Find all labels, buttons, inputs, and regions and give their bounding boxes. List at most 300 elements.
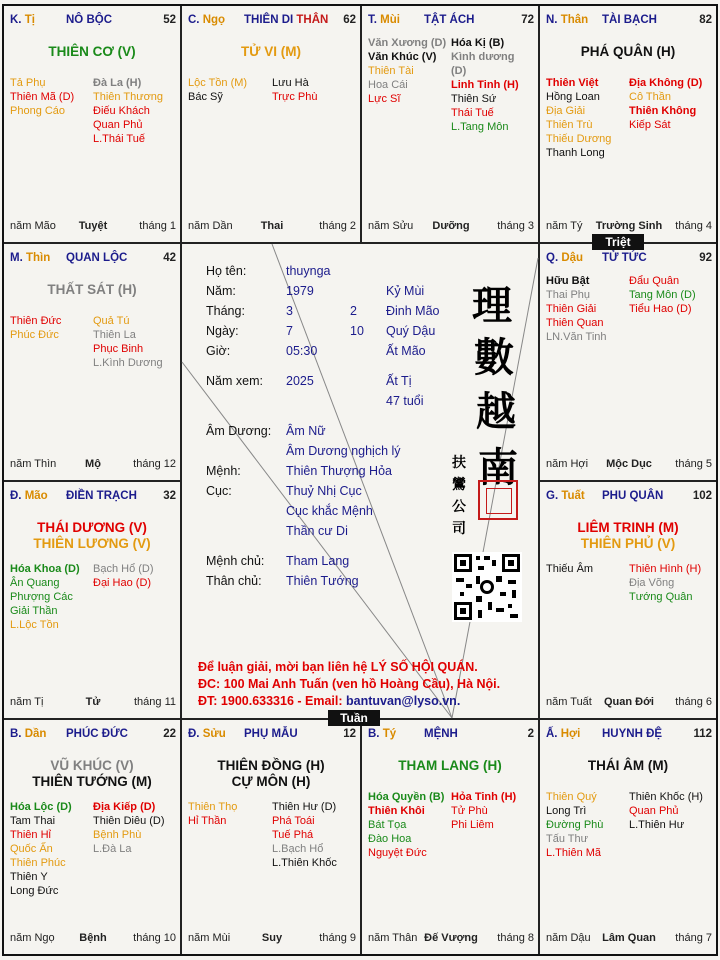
minor-star-col-right — [629, 562, 709, 604]
minor-star: Quả Tú — [93, 315, 130, 327]
palace-cell[interactable] — [182, 6, 360, 242]
minor-star: Phi Liêm — [451, 819, 494, 831]
heavenly-stem: C. — [188, 14, 200, 26]
life-phase: Lâm Quan — [602, 932, 656, 944]
palace-year: năm Tị — [10, 696, 44, 708]
palace-month: tháng 8 — [497, 932, 534, 944]
minor-star: Văn Khúc (V) — [368, 51, 437, 63]
main-star: VŨ KHÚC (V) — [50, 758, 134, 773]
minor-star: Tang Môn (D) — [629, 289, 696, 301]
value-can: Ất Mão — [386, 344, 426, 358]
minor-star: Nguyệt Đức — [368, 847, 427, 859]
main-star: THIÊN TƯỚNG (M) — [32, 774, 152, 789]
minor-star: Phá Toái — [272, 815, 315, 827]
palace-footer — [188, 932, 356, 946]
minor-star-col-left — [546, 274, 626, 344]
heavenly-stem: Đ. — [188, 728, 200, 740]
tuan-badge: Tuần — [328, 710, 380, 726]
earthly-branch: Tý — [382, 728, 397, 740]
palace-name — [66, 728, 128, 740]
palace-header — [546, 252, 712, 266]
heavenly-stem: N. — [546, 14, 558, 26]
main-star: THẤT SÁT (H) — [47, 282, 137, 297]
minor-star-col-right — [629, 274, 709, 316]
palace-cell[interactable] — [540, 482, 716, 718]
minor-star: Hỉ Thần — [188, 815, 227, 827]
palace-year: năm Sửu — [368, 220, 414, 232]
palace-header — [546, 14, 712, 28]
minor-star: Đường Phù — [546, 819, 604, 831]
minor-star: L.Kình Dương — [93, 357, 163, 369]
calligraphy-small: 鸞 — [452, 477, 466, 493]
minor-star: Kình dương (D) — [451, 51, 515, 77]
minor-star: Thiên Quan — [546, 317, 604, 329]
palace-year: năm Hợi — [546, 458, 589, 470]
label: Thân chủ: — [206, 574, 262, 588]
minor-star: L.Lộc Tồn — [10, 619, 59, 631]
value: Âm Dương nghịch lý — [286, 444, 401, 458]
value: Thần cư Di — [286, 524, 348, 538]
minor-star-col-right — [93, 800, 173, 856]
life-phase: Suy — [261, 932, 283, 944]
email-link[interactable]: bantuvan@lyso.vn. — [346, 694, 461, 708]
minor-star: Cô Thần — [629, 91, 671, 103]
heavenly-stem: K. — [10, 14, 22, 26]
minor-star: Hóa Quyền (B) — [368, 791, 445, 803]
heavenly-stem: Đ. — [10, 490, 22, 502]
value-can: Quý Dậu — [386, 324, 436, 338]
palace-year: năm Dần — [188, 220, 233, 232]
minor-star-col-right — [629, 790, 709, 832]
palace-year: năm Mùi — [188, 932, 231, 944]
minor-star: Bệnh Phù — [93, 829, 142, 841]
minor-star: Thiên Hỉ — [10, 829, 51, 841]
label: Ngày: — [206, 324, 239, 338]
minor-star: L.Tang Môn — [451, 121, 509, 133]
main-stars — [540, 520, 716, 552]
value-can: Kỷ Mùi — [386, 284, 425, 298]
minor-star: Thiên Thọ — [188, 801, 238, 813]
life-phase: Quan Đới — [604, 696, 654, 708]
calligraphy-char: 理 — [472, 282, 512, 329]
palace-name — [424, 728, 458, 740]
palace-footer — [10, 220, 176, 234]
value: Âm Nữ — [286, 424, 326, 438]
heavenly-stem: T. — [368, 14, 377, 26]
minor-star: Bạch Hổ (D) — [93, 563, 154, 575]
label: Mệnh chủ: — [206, 554, 265, 568]
palace-cell[interactable] — [4, 244, 180, 480]
minor-star: Địa Kiếp (D) — [93, 801, 156, 813]
minor-star: Bác Sỹ — [188, 91, 223, 103]
minor-star-col-right — [629, 76, 709, 132]
minor-star: Hóa Khoa (D) — [10, 563, 80, 575]
minor-star: Lực Sĩ — [368, 93, 401, 105]
palace-year: năm Dậu — [546, 932, 591, 944]
palace-title: ĐIỀN TRẠCH — [66, 490, 137, 502]
palace-header — [10, 14, 176, 28]
contact-line-2: ĐC: 100 Mai Anh Tuấn (ven hồ Hoàng Cầu), Hà Nội. — [198, 677, 501, 691]
palace-cell[interactable] — [540, 720, 716, 954]
minor-star-col-left — [546, 76, 626, 160]
palace-age: 52 — [163, 14, 176, 26]
palace-age: 2 — [527, 728, 534, 740]
minor-star: Thiên Hình (H) — [629, 563, 702, 575]
qr-code — [452, 552, 522, 622]
palace-age: 12 — [343, 728, 356, 740]
value: Cục khắc Mệnh — [286, 504, 373, 518]
palace-header — [546, 490, 712, 504]
minor-star: Thiên Quý — [546, 791, 597, 803]
main-star: THÁI DƯƠNG (V) — [37, 520, 147, 535]
minor-star-col-left — [546, 562, 626, 576]
palace-footer — [188, 220, 356, 234]
minor-star-col-left — [10, 76, 90, 118]
palace-cell[interactable] — [540, 6, 716, 242]
minor-star: Hỏa Tinh (H) — [451, 791, 517, 803]
value: Tham Lang — [286, 554, 350, 568]
earthly-branch: Sửu — [202, 728, 226, 740]
earthly-branch: Mùi — [380, 14, 400, 26]
label: Năm xem: — [206, 374, 263, 388]
palace-age: 22 — [163, 728, 176, 740]
minor-star: Thiên Thương — [93, 91, 164, 103]
earthly-branch: Dậu — [561, 252, 584, 264]
palace-month: tháng 7 — [675, 932, 712, 944]
horoscope-chart — [2, 4, 718, 956]
info-am-duong-2 — [286, 444, 506, 458]
calligraphy-small: 司 — [452, 521, 466, 537]
main-stars — [4, 758, 180, 790]
palace-month: tháng 9 — [319, 932, 356, 944]
value: 3 — [286, 304, 293, 318]
palace-month: tháng 1 — [139, 220, 176, 232]
main-star: THÁI ÂM (M) — [587, 758, 669, 773]
minor-star-col-left — [368, 36, 448, 106]
red-seal-stamp — [478, 480, 518, 520]
palace-month: tháng 12 — [133, 458, 176, 470]
main-star: LIÊM TRINH (M) — [577, 520, 679, 535]
value: Thiên Thượng Hỏa — [286, 464, 392, 478]
palace-year: năm Thân — [368, 932, 418, 944]
life-phase: Thai — [260, 220, 284, 232]
main-stars — [362, 758, 538, 774]
life-phase: Dưỡng — [432, 220, 470, 232]
calligraphy-char: 數 — [474, 334, 514, 381]
minor-star: Thiếu Âm — [546, 563, 594, 575]
minor-star: L.Bạch Hổ — [272, 843, 324, 855]
minor-star: Phúc Đức — [10, 329, 59, 341]
minor-star: Địa Võng — [629, 577, 675, 589]
palace-footer — [546, 696, 712, 710]
minor-star: Bát Tọa — [368, 819, 407, 831]
palace-header — [188, 728, 356, 742]
palace-month: tháng 10 — [133, 932, 176, 944]
palace-title: PHỤ MẪU — [244, 728, 298, 740]
main-stars — [182, 758, 360, 790]
main-star: PHÁ QUÂN (H) — [580, 44, 676, 59]
palace-age: 32 — [163, 490, 176, 502]
palace-footer — [546, 458, 712, 472]
minor-star-col-right — [451, 36, 531, 134]
value: 7 — [286, 324, 293, 338]
earthly-branch: Tị — [24, 14, 35, 26]
minor-star: Quan Phủ — [93, 119, 143, 131]
minor-star: Phong Cáo — [10, 105, 66, 117]
earthly-branch: Mão — [24, 490, 48, 502]
palace-year: năm Mão — [10, 220, 56, 232]
palace-title: TÀI BẠCH — [602, 14, 657, 26]
palace-age: 62 — [343, 14, 356, 26]
palace-title: MỆNH — [424, 728, 458, 740]
palace-footer — [10, 932, 176, 946]
palace-name — [602, 490, 663, 502]
value: 05:30 — [286, 344, 318, 358]
minor-star: L.Đà La — [93, 843, 132, 855]
main-stars — [4, 520, 180, 552]
palace-name — [244, 14, 328, 26]
minor-star: Tả Phụ — [10, 77, 46, 89]
minor-star: Thiên Tài — [368, 65, 414, 77]
minor-star: Linh Tinh (H) — [451, 79, 519, 91]
minor-star: Ân Quang — [10, 577, 60, 589]
main-stars — [182, 44, 360, 60]
heavenly-stem: Q. — [546, 252, 559, 264]
value-lunar: 2 — [350, 304, 357, 318]
palace-title: THIÊN DI — [244, 14, 294, 26]
minor-star: Thiên Việt — [546, 77, 599, 89]
minor-star: Long Đức — [10, 885, 59, 897]
palace-age: 82 — [699, 14, 712, 26]
minor-star: Thiên Phúc — [10, 857, 66, 869]
palace-title: NÔ BỘC — [66, 14, 112, 26]
earthly-branch: Dần — [24, 728, 47, 740]
minor-star: Tiểu Hao (D) — [629, 303, 692, 315]
palace-header — [368, 14, 534, 28]
minor-star: Thiên Không — [629, 105, 697, 117]
minor-star: Giải Thần — [10, 605, 58, 617]
minor-star-col-left — [368, 790, 448, 860]
main-stars — [4, 44, 180, 60]
contact-line-1: Để luận giải, mời bạn liên hệ LÝ SỐ HỘI QUÁN. — [198, 660, 478, 674]
calligraphy-char: 南 — [478, 444, 518, 491]
palace-cell[interactable] — [362, 6, 538, 242]
minor-star: Thiếu Dương — [546, 133, 612, 145]
main-star: TỬ VI (M) — [241, 44, 301, 59]
value-lunar: 10 — [350, 324, 364, 338]
palace-cell[interactable] — [4, 720, 180, 954]
minor-star: Long Trì — [546, 805, 587, 817]
palace-footer — [546, 932, 712, 946]
minor-star: Thiên Khốc (H) — [629, 791, 703, 803]
palace-title: HUYNH ĐỆ — [602, 728, 663, 740]
calligraphy-small: 扶 — [452, 455, 466, 471]
minor-star-col-right — [451, 790, 531, 832]
label: Âm Dương: — [206, 424, 272, 438]
palace-title: TẬT ÁCH — [424, 14, 475, 26]
main-stars — [540, 758, 716, 774]
minor-star: Thiên Khôi — [368, 805, 425, 817]
minor-star: Thiên Đức — [10, 315, 62, 327]
minor-star: Thiên Trù — [546, 119, 593, 131]
minor-star-col-left — [10, 314, 90, 342]
heavenly-stem: M. — [10, 252, 23, 264]
minor-star: Thanh Long — [546, 147, 605, 159]
minor-star: Tam Thai — [10, 815, 56, 827]
palace-year: năm Tuất — [546, 696, 592, 708]
minor-star: Đà La (H) — [93, 77, 142, 89]
earthly-branch: Thân — [560, 14, 589, 26]
main-star: CỰ MÔN (H) — [231, 774, 311, 789]
minor-star-col-left — [546, 790, 626, 860]
value: thuynga — [286, 264, 331, 278]
minor-star-col-right — [93, 76, 173, 146]
palace-age: 72 — [521, 14, 534, 26]
palace-name — [602, 728, 662, 740]
palace-header — [546, 728, 712, 742]
palace-header — [10, 728, 176, 742]
minor-star: Kiếp Sát — [629, 119, 671, 131]
palace-cell[interactable] — [362, 720, 538, 954]
palace-age: 92 — [699, 252, 712, 264]
minor-star: Lộc Tồn (M) — [188, 77, 248, 89]
minor-star: LN.Văn Tinh — [546, 331, 607, 343]
earthly-branch: Ngọ — [202, 14, 226, 26]
palace-header — [10, 252, 176, 266]
triet-badge: Triệt — [592, 234, 644, 250]
palace-name — [424, 14, 474, 26]
palace-month: tháng 2 — [319, 220, 356, 232]
main-star: THAM LANG (H) — [398, 758, 502, 773]
palace-header — [10, 490, 176, 504]
palace-name — [602, 14, 657, 26]
minor-star: Quan Phủ — [629, 805, 679, 817]
minor-star: L.Thiên Khốc — [272, 857, 337, 869]
life-phase: Tử — [85, 696, 101, 708]
main-star: THIÊN CƠ (V) — [48, 44, 136, 59]
palace-year: năm Ngọ — [10, 932, 55, 944]
life-phase: Mộ — [85, 458, 101, 470]
minor-star: Thai Phụ — [546, 289, 591, 301]
minor-star-col-right — [272, 76, 353, 104]
minor-star: Hữu Bật — [546, 275, 590, 287]
main-star: THIÊN LƯƠNG (V) — [33, 536, 151, 551]
palace-cell[interactable] — [4, 482, 180, 718]
minor-star: L.Thiên Mã — [546, 847, 602, 859]
palace-cell[interactable] — [540, 244, 716, 480]
minor-star: Thiên Diêu (D) — [93, 815, 165, 827]
than-marker: THÂN — [296, 14, 329, 26]
minor-star: Thiên Sứ — [451, 93, 497, 105]
main-stars — [4, 282, 180, 298]
palace-footer — [10, 458, 176, 472]
minor-star: Quốc Ấn — [10, 843, 53, 855]
heavenly-stem: Ấ. — [546, 728, 558, 740]
main-star: THIÊN ĐỒNG (H) — [217, 758, 325, 773]
minor-star: Đào Hoa — [368, 833, 412, 845]
life-phase: Tuyệt — [78, 220, 108, 232]
palace-name — [602, 252, 647, 264]
heavenly-stem: G. — [546, 490, 559, 502]
value: 2025 — [286, 374, 314, 388]
minor-star: Địa Không (D) — [629, 77, 703, 89]
minor-star-col-left — [10, 800, 90, 898]
palace-footer — [368, 932, 534, 946]
palace-year: năm Thìn — [10, 458, 57, 470]
palace-cell[interactable] — [182, 720, 360, 954]
minor-star: L.Thái Tuế — [93, 133, 145, 145]
minor-star: Tướng Quân — [629, 591, 693, 603]
minor-star: Đại Hao (D) — [93, 577, 152, 589]
value-can: Ất Tị — [386, 374, 412, 388]
minor-star-col-left — [188, 800, 269, 828]
palace-month: tháng 5 — [675, 458, 712, 470]
minor-star: Địa Giải — [546, 105, 586, 117]
palace-name — [66, 490, 137, 502]
minor-star: Tuế Phá — [272, 829, 314, 841]
palace-month: tháng 4 — [675, 220, 712, 232]
palace-footer — [368, 220, 534, 234]
minor-star: Trực Phù — [272, 91, 318, 103]
palace-name — [244, 728, 298, 740]
palace-year: năm Tý — [546, 220, 583, 232]
minor-star: Thiên Hư (D) — [272, 801, 337, 813]
heavenly-stem: B. — [368, 728, 380, 740]
label: Mệnh: — [206, 464, 241, 478]
palace-title: PHU QUÂN — [602, 490, 664, 502]
earthly-branch: Tuất — [561, 490, 585, 502]
palace-name — [66, 252, 127, 264]
main-star: THIÊN PHỦ (V) — [580, 536, 676, 551]
palace-footer — [10, 696, 176, 710]
palace-cell[interactable] — [4, 6, 180, 242]
palace-footer — [546, 220, 712, 234]
palace-name — [66, 14, 112, 26]
palace-title: PHÚC ĐỨC — [66, 728, 128, 740]
value-can: Đinh Mão — [386, 304, 440, 318]
label: Họ tên: — [206, 264, 247, 278]
label: Cục: — [206, 484, 232, 498]
life-phase: Trường Sinh — [595, 220, 663, 232]
minor-star: Hóa Kị (B) — [451, 37, 505, 49]
earthly-branch: Hợi — [560, 728, 581, 740]
minor-star: Hồng Loan — [546, 91, 600, 103]
value: 1979 — [286, 284, 314, 298]
minor-star-col-left — [188, 76, 269, 104]
minor-star-col-right — [272, 800, 353, 870]
minor-star: Lưu Hà — [272, 77, 309, 89]
minor-star: Phục Binh — [93, 343, 144, 355]
phone-email-label: ĐT: 1900.633316 - Email: — [198, 694, 346, 708]
minor-star: Đẩu Quân — [629, 275, 680, 287]
palace-header — [188, 14, 356, 28]
minor-star: Tử Phù — [451, 805, 488, 817]
minor-star: Thiên Mã (D) — [10, 91, 75, 103]
minor-star: Thiên Y — [10, 871, 48, 883]
palace-age: 102 — [692, 490, 712, 502]
palace-title: QUAN LỘC — [66, 252, 128, 264]
minor-star: Hoa Cái — [368, 79, 408, 91]
minor-star: Tấu Thư — [546, 833, 589, 845]
value: Thiên Tướng — [286, 574, 359, 588]
palace-header — [368, 728, 534, 742]
life-phase: Đế Vượng — [424, 932, 478, 944]
palace-age: 42 — [163, 252, 176, 264]
calligraphy-small: 公 — [452, 499, 466, 515]
contact-line-3 — [198, 694, 460, 708]
age-value: 47 tuổi — [386, 394, 424, 408]
label: Giờ: — [206, 344, 231, 358]
